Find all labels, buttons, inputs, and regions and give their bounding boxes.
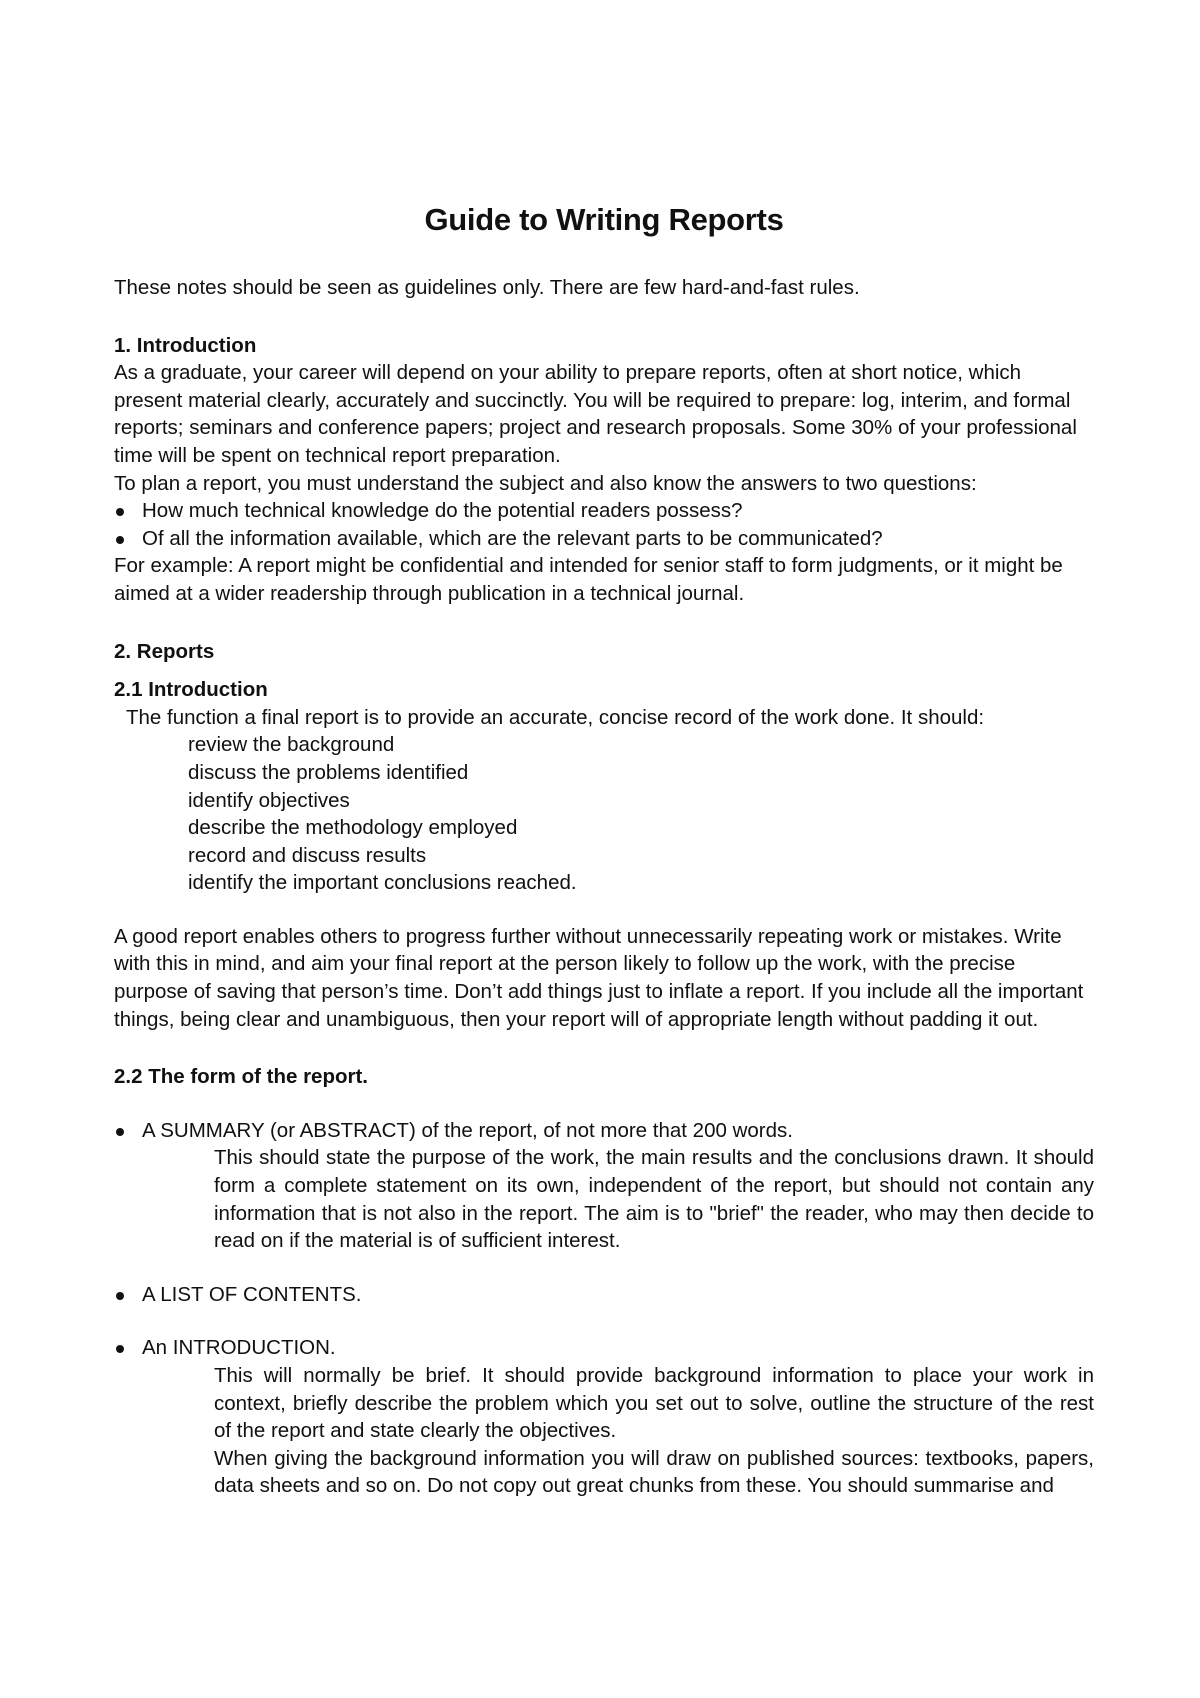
section-2-2-heading: 2.2 The form of the report. <box>114 1065 368 1089</box>
bullet-icon <box>116 1292 124 1300</box>
list-item: describe the methodology employed <box>188 816 518 840</box>
section-1-para-2: To plan a report, you must understand the subject and also know the answers to two questions: <box>114 471 977 495</box>
report-tasks-list <box>114 731 1094 897</box>
list-item <box>114 1117 1094 1255</box>
form-item-label: A SUMMARY (or ABSTRACT) of the report, of not more that 200 words. <box>142 1118 793 1142</box>
form-item-label: An INTRODUCTION. <box>142 1336 336 1360</box>
report-form-list <box>114 1117 1094 1500</box>
section-2-1-lead: The function a final report is to provide an accurate, concise record of the work done. It should: <box>126 705 985 729</box>
form-item-label: A LIST OF CONTENTS. <box>142 1282 362 1306</box>
reader-questions-list <box>114 497 1094 552</box>
section-2-1-para: A good report enables others to progress further without unnecessarily repeating work or mistakes. Write with this in mind, and aim your final report at the person likely to follow up the work, with the precise purpose of saving that person’s time. Don’t add things just to inflate a report. If you include all the important things, being clear and unambiguous, then your report will of appropriate length without padding it out. <box>114 924 1084 1031</box>
list-item <box>114 1281 1094 1309</box>
list-item: How much technical knowledge do the potential readers possess? <box>114 497 1094 525</box>
intro-note: These notes should be seen as guidelines only. There are few hard-and-fast rules. <box>114 276 860 299</box>
form-item-detail: This will normally be brief. It should provide background information to place your work in context, briefly describe the problem which you set out to solve, outline the structure of the rest of the report and state clearly the objectives. <box>214 1364 1094 1443</box>
section-1-para-3: For example: A report might be confidential and intended for senior staff to form judgments, or it might be aimed at a wider readership through publication in a technical journal. <box>114 554 1063 605</box>
list-item <box>114 1334 1094 1500</box>
form-item-detail: When giving the background information you will draw on published sources: textbooks, papers, data sheets and so on. Do not copy out great chunks from these. You should summarise and <box>214 1446 1094 1498</box>
document-page <box>114 200 1094 1526</box>
section-1-para-1: As a graduate, your career will depend on your ability to prepare reports, often at short notice, which present material clearly, accurately and succinctly. You will be required to prepare: log, interim, and formal reports; seminars and conference papers; project and research proposals. Some 30% of your professional time will be spent on technical report preparation. <box>114 361 1077 467</box>
section-1-heading: 1. Introduction <box>114 333 257 357</box>
list-item: review the background <box>188 733 395 757</box>
bullet-icon <box>116 1128 124 1136</box>
bullet-icon <box>116 536 124 544</box>
list-item: discuss the problems identified <box>188 760 469 784</box>
list-item: identify objectives <box>188 788 350 812</box>
list-item: identify the important conclusions reached. <box>188 871 577 895</box>
list-item: record and discuss results <box>188 843 427 867</box>
section-2-1-heading: 2.1 Introduction <box>114 678 268 702</box>
form-item-detail: This should state the purpose of the work, the main results and the conclusions drawn. It should form a complete statement on its own, independent of the report, but should not contain any information that is not also in the report. The aim is to "brief" the reader, who may then decide to read on if the material is of sufficient interest. <box>214 1146 1094 1253</box>
section-2-heading: 2. Reports <box>114 639 215 663</box>
document-title: Guide to Writing Reports <box>424 202 784 237</box>
bullet-icon <box>116 1345 124 1353</box>
list-item: Of all the information available, which are the relevant parts to be communicated? <box>114 525 1094 553</box>
bullet-icon <box>116 508 124 516</box>
